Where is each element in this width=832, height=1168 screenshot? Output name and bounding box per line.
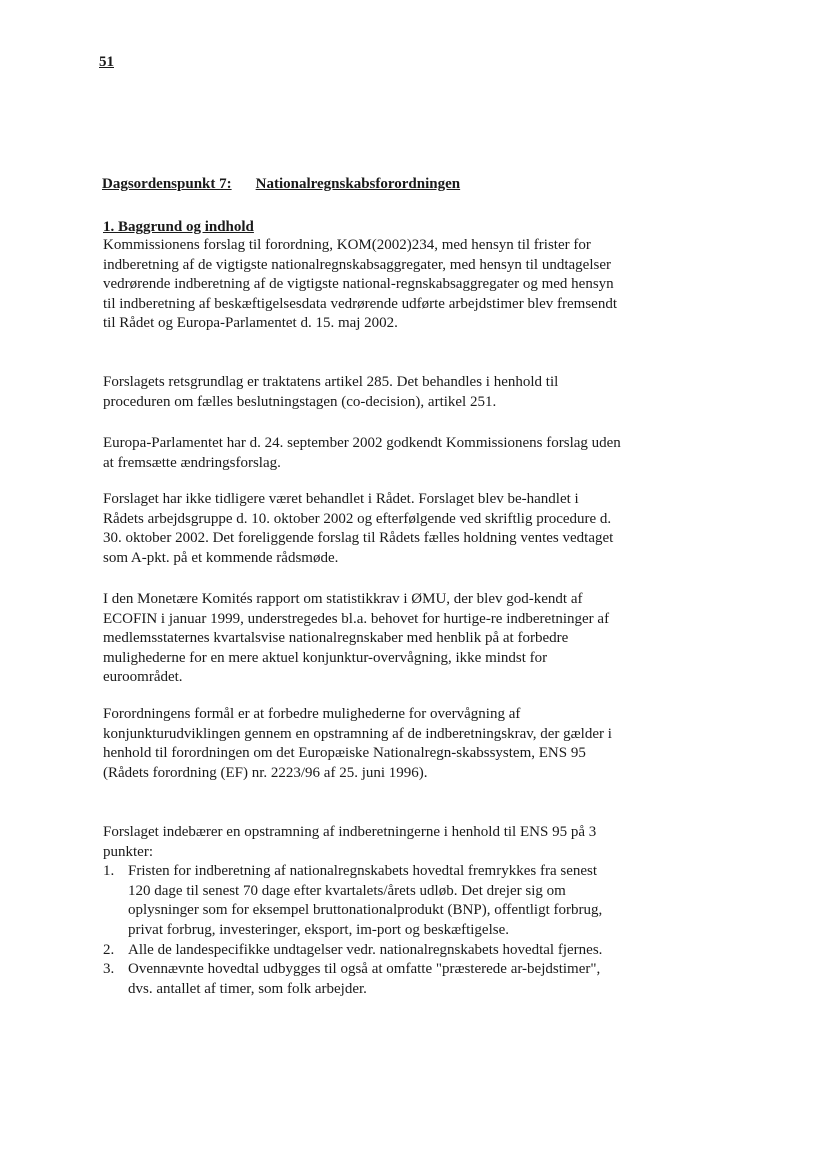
points-list — [103, 862, 623, 999]
paragraph-legal-basis — [103, 373, 623, 412]
section-heading: 1. Baggrund og indhold — [103, 219, 254, 235]
list-item-text: Alle de landespecifikke undtagelser vedr. nationalregnskabets hovedtal fjernes. — [128, 941, 603, 958]
page-number: 51 — [99, 54, 114, 70]
list-item — [103, 862, 623, 940]
paragraph-text: I den Monetære Komités rapport om statistikkrav i ØMU, der blev god-kendt af ECOFIN i januar 1999, understregedes bl.a. behovet for hurtige-re indberetninger af medlemsstaternes kvartalsvise nationalregnskaber med henblik på at forbedre mulighederne for en mere aktuel konjunktur-overvågning, ikke mindst for euroområdet. — [103, 591, 610, 686]
agenda-heading — [102, 176, 460, 193]
paragraph-text: Forordningens formål er at forbedre mulighederne for overvågning af konjunkturudviklingen gennem en opstramning af de indberetningskrav, der gælder i henhold til forordningen om det Europæiske Nationalregn-skabssystem, ENS 95 (Rådets forordning (EF) nr. 2223/96 af 25. juni 1996). — [103, 706, 612, 781]
list-item-number: 1. — [103, 863, 115, 880]
paragraph-text: Kommissionens forslag til forordning, KOM(2002)234, med hensyn til frister for indberetning af de vigtigste nationalregnskabsaggregater, med hensyn til undtagelser vedrørende indberetning af de vigtigste national-regnskabsaggregater og med hensyn til indberetning af beskæftigelsesdata vedrørende udførte arbejdstimer blev fremsendt til Rådet og Europa-Parlamentet d. 15. maj 2002. — [103, 237, 617, 332]
paragraph-council — [103, 490, 623, 568]
list-intro: Forslaget indebærer en opstramning af indberetningerne i henhold til ENS 95 på 3 punkter: — [103, 824, 597, 860]
paragraph-text: Forslagets retsgrundlag er traktatens artikel 285. Det behandles i henhold til proceduren om fælles beslutningstagen (co-decision), artikel 251. — [103, 374, 559, 410]
paragraph-text: Forslaget har ikke tidligere været behandlet i Rådet. Forslaget blev be-handlet i Rådets arbejdsgruppe d. 10. oktober 2002 og efterfølgende ved skriftlig procedure d. 30. oktober 2002. Det foreliggende forslag til Rådets fælles holdning ventes vedtaget som A-pkt. på et kommende rådsmøde. — [103, 491, 614, 566]
agenda-label: Dagsordenspunkt 7: — [102, 176, 232, 192]
agenda-title: Nationalregnskabsforordningen — [255, 176, 461, 192]
paragraph-purpose — [103, 705, 623, 783]
list-item — [103, 941, 623, 961]
proposal-points-section — [103, 823, 623, 999]
list-item — [103, 960, 623, 999]
list-item-text: Fristen for indberetning af nationalregnskabets hovedtal fremrykkes fra senest 120 dage til senest 70 dage efter kvartalets/årets udløb. Det drejer sig om oplysninger som for eksempel bruttonationalprodukt (BNP), offentligt forbrug, privat forbrug, investeringer, eksport, im-port og beskæftigelse. — [128, 863, 603, 938]
paragraph-text: Europa-Parlamentet har d. 24. september 2002 godkendt Kommissionens forslag uden at fremsætte ændringsforslag. — [103, 435, 621, 471]
paragraph-background — [103, 236, 623, 334]
list-item-number: 2. — [103, 941, 115, 958]
list-item-text: Ovennævnte hovedtal udbygges til også at omfatte "præsterede ar-bejdstimer", dvs. antallet af timer, som folk arbejder. — [128, 961, 601, 997]
list-item-number: 3. — [103, 961, 115, 978]
paragraph-monetary-committee — [103, 590, 623, 688]
paragraph-parliament — [103, 434, 623, 473]
